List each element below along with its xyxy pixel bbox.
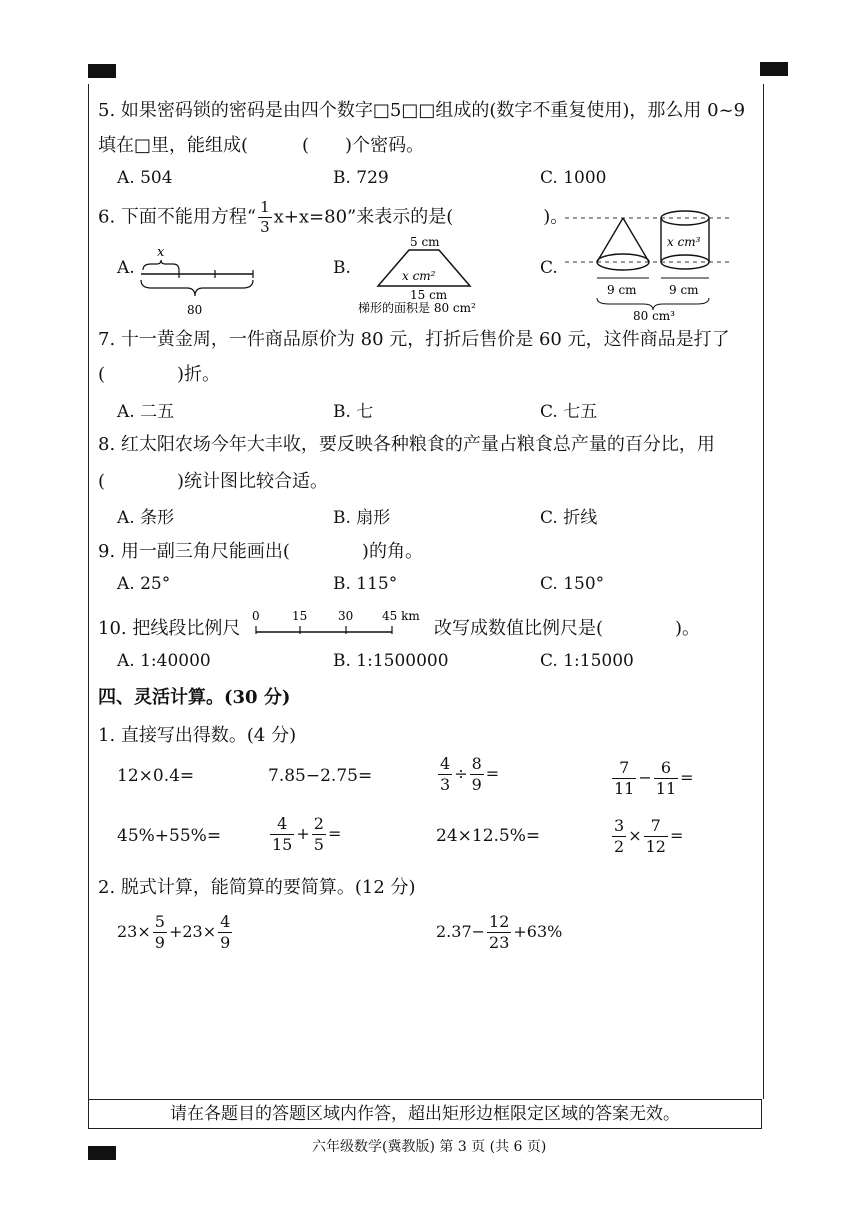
r2c4-op: × bbox=[628, 826, 642, 845]
q6-fraction bbox=[258, 200, 272, 235]
registration-mark-top-left bbox=[88, 64, 116, 78]
q5-option-b: B. 729 bbox=[333, 168, 389, 188]
a-brace-top bbox=[143, 260, 179, 270]
r2c4-d2: 12 bbox=[645, 837, 666, 856]
r2c4-d1: 2 bbox=[614, 837, 625, 856]
q6-option-b-diagram bbox=[352, 234, 502, 316]
r1c4-n2: 6 bbox=[654, 760, 678, 779]
a-x-label: x bbox=[157, 245, 165, 260]
e1-d2: 9 bbox=[220, 933, 231, 952]
q6-option-b-label: B. bbox=[333, 258, 351, 278]
r1c3-d2: 9 bbox=[471, 775, 482, 794]
section4-title: 四、灵活计算。(30 分) bbox=[98, 687, 291, 708]
e2-a: 2.37− bbox=[436, 922, 486, 941]
page-footer: 六年级数学(冀教版) 第 3 页 (共 6 页) bbox=[312, 1139, 547, 1155]
r1c3-eq: = bbox=[485, 764, 500, 783]
b-top-label: 5 cm bbox=[410, 235, 440, 249]
r2c2-d2: 5 bbox=[313, 835, 324, 854]
q6-stem bbox=[98, 200, 568, 235]
q7-option-b: B. 七 bbox=[333, 402, 374, 422]
r1c4-op: − bbox=[638, 768, 652, 787]
e2-b: +63% bbox=[513, 922, 563, 941]
r1c4-d1: 11 bbox=[614, 779, 635, 798]
calc-r1c3 bbox=[436, 756, 499, 793]
expr-2 bbox=[436, 914, 562, 951]
e1-d1: 9 bbox=[154, 933, 165, 952]
q8-option-c: C. 折线 bbox=[540, 508, 598, 528]
r2c2-op: + bbox=[296, 824, 310, 843]
q7-option-a: A. 二五 bbox=[117, 402, 175, 422]
a-brace-bottom bbox=[141, 280, 253, 296]
q9-option-b: B. 115° bbox=[333, 574, 398, 594]
calc-r2c4 bbox=[610, 818, 683, 855]
r1c3-op: ÷ bbox=[454, 764, 468, 783]
calc-r2c3: 24×12.5%= bbox=[436, 826, 541, 846]
q7-option-c: C. 七五 bbox=[540, 402, 598, 422]
q5-line2: 填在□里，能组成( ( )个密码。 bbox=[98, 135, 425, 156]
calc-r2c1: 45%+55%= bbox=[117, 826, 222, 846]
q7-line2: ( )折。 bbox=[98, 364, 221, 385]
r1c3-n1: 4 bbox=[440, 754, 451, 773]
r2c4-n1: 3 bbox=[614, 816, 625, 835]
q6-frac-num: 1 bbox=[260, 198, 270, 216]
calc-r2c2 bbox=[268, 816, 341, 853]
q8-line1: 8. 红太阳农场今年大丰收，要反映各种粮食的产量占粮食总产量的百分比，用 bbox=[98, 434, 715, 455]
r2c2-n2: 2 bbox=[313, 814, 324, 833]
q10-post: 改写成数值比例尺是( )。 bbox=[434, 618, 701, 639]
q10-scale-bar bbox=[250, 606, 432, 640]
q10-option-c: C. 1:15000 bbox=[540, 651, 634, 671]
scale-tick-label-0: 0 bbox=[252, 609, 260, 623]
b-area-label: x cm² bbox=[402, 269, 436, 283]
c-d2-label: 9 cm bbox=[669, 283, 699, 297]
q5-option-a: A. 504 bbox=[117, 168, 173, 188]
q6-frac-den: 3 bbox=[260, 218, 270, 236]
q6-stem-post: x+x=80”来表示的是( )。 bbox=[273, 206, 569, 228]
c-vol-label: x cm³ bbox=[667, 235, 701, 249]
scale-tick-label-45: 45 km bbox=[382, 609, 420, 623]
r1c3-d1: 3 bbox=[440, 775, 451, 794]
q5-option-c: C. 1000 bbox=[540, 168, 607, 188]
r2c4-n2: 7 bbox=[644, 818, 668, 837]
c-d1-label: 9 cm bbox=[607, 283, 637, 297]
q7-line1: 7. 十一黄金周，一件商品原价为 80 元，打折后售价是 60 元，这件商品是打了 bbox=[98, 329, 730, 350]
registration-mark-bottom-left bbox=[88, 1146, 116, 1160]
q10-pre: 10. 把线段比例尺 bbox=[98, 618, 241, 639]
q8-line2: ( )统计图比较合适。 bbox=[98, 471, 329, 492]
r2c4-eq: = bbox=[669, 826, 684, 845]
q8-option-b: B. 扇形 bbox=[333, 508, 391, 528]
q6-option-a-diagram bbox=[135, 240, 265, 320]
q8-option-a: A. 条形 bbox=[117, 508, 175, 528]
q5-line1: 5. 如果密码锁的密码是由四个数字□5□□组成的(数字不重复使用)，那么用 0~9 bbox=[98, 100, 746, 121]
r1c4-d2: 11 bbox=[655, 779, 677, 798]
q6-option-a-label: A. bbox=[117, 258, 135, 278]
q10-option-b: B. 1:1500000 bbox=[333, 651, 449, 671]
e1-n2: 4 bbox=[220, 912, 231, 931]
r2c2-eq: = bbox=[327, 824, 342, 843]
r1c4-eq: = bbox=[680, 768, 694, 787]
c-total-label: 80 cm³ bbox=[633, 309, 675, 322]
q6-stem-pre: 6. 下面不能用方程“ bbox=[98, 206, 257, 228]
q10-option-a: A. 1:40000 bbox=[117, 651, 211, 671]
scale-tick-label-15: 15 bbox=[292, 609, 308, 623]
e1-n1: 5 bbox=[154, 912, 165, 931]
answer-area-notice: 请在各题目的答题区域内作答，超出矩形边框限定区域的答案无效。 bbox=[88, 1099, 762, 1129]
registration-mark-top-right bbox=[760, 62, 788, 76]
calc-r1c2: 7.85−2.75= bbox=[268, 766, 373, 786]
r2c2-d1: 15 bbox=[272, 835, 293, 854]
e1-b: +23× bbox=[168, 922, 217, 941]
expr-1 bbox=[117, 914, 234, 951]
e1-a: 23× bbox=[117, 922, 151, 941]
b-caption: 梯形的面积是 80 cm² bbox=[358, 301, 476, 315]
r1c4-n1: 7 bbox=[612, 760, 636, 779]
e2-n1: 12 bbox=[489, 912, 510, 931]
section4-part1-title: 1. 直接写出得数。(4 分) bbox=[98, 725, 297, 746]
section4-part2-title: 2. 脱式计算，能简算的要简算。(12 分) bbox=[98, 877, 416, 898]
calc-r1c4 bbox=[610, 760, 694, 797]
q9-option-a: A. 25° bbox=[117, 574, 171, 594]
r1c3-n2: 8 bbox=[471, 754, 482, 773]
q9-option-c: C. 150° bbox=[540, 574, 605, 594]
b-bottom-label: 15 cm bbox=[410, 288, 448, 302]
e2-d1: 23 bbox=[489, 933, 510, 952]
q6-option-c-diagram bbox=[565, 204, 745, 322]
scale-tick-label-30: 30 bbox=[338, 609, 354, 623]
q9-line1: 9. 用一副三角尺能画出( )的角。 bbox=[98, 541, 423, 562]
r2c2-n1: 4 bbox=[270, 816, 294, 835]
calc-r1c1: 12×0.4= bbox=[117, 766, 195, 786]
a-total-label: 80 bbox=[187, 303, 203, 317]
q6-option-c-label: C. bbox=[540, 258, 558, 278]
